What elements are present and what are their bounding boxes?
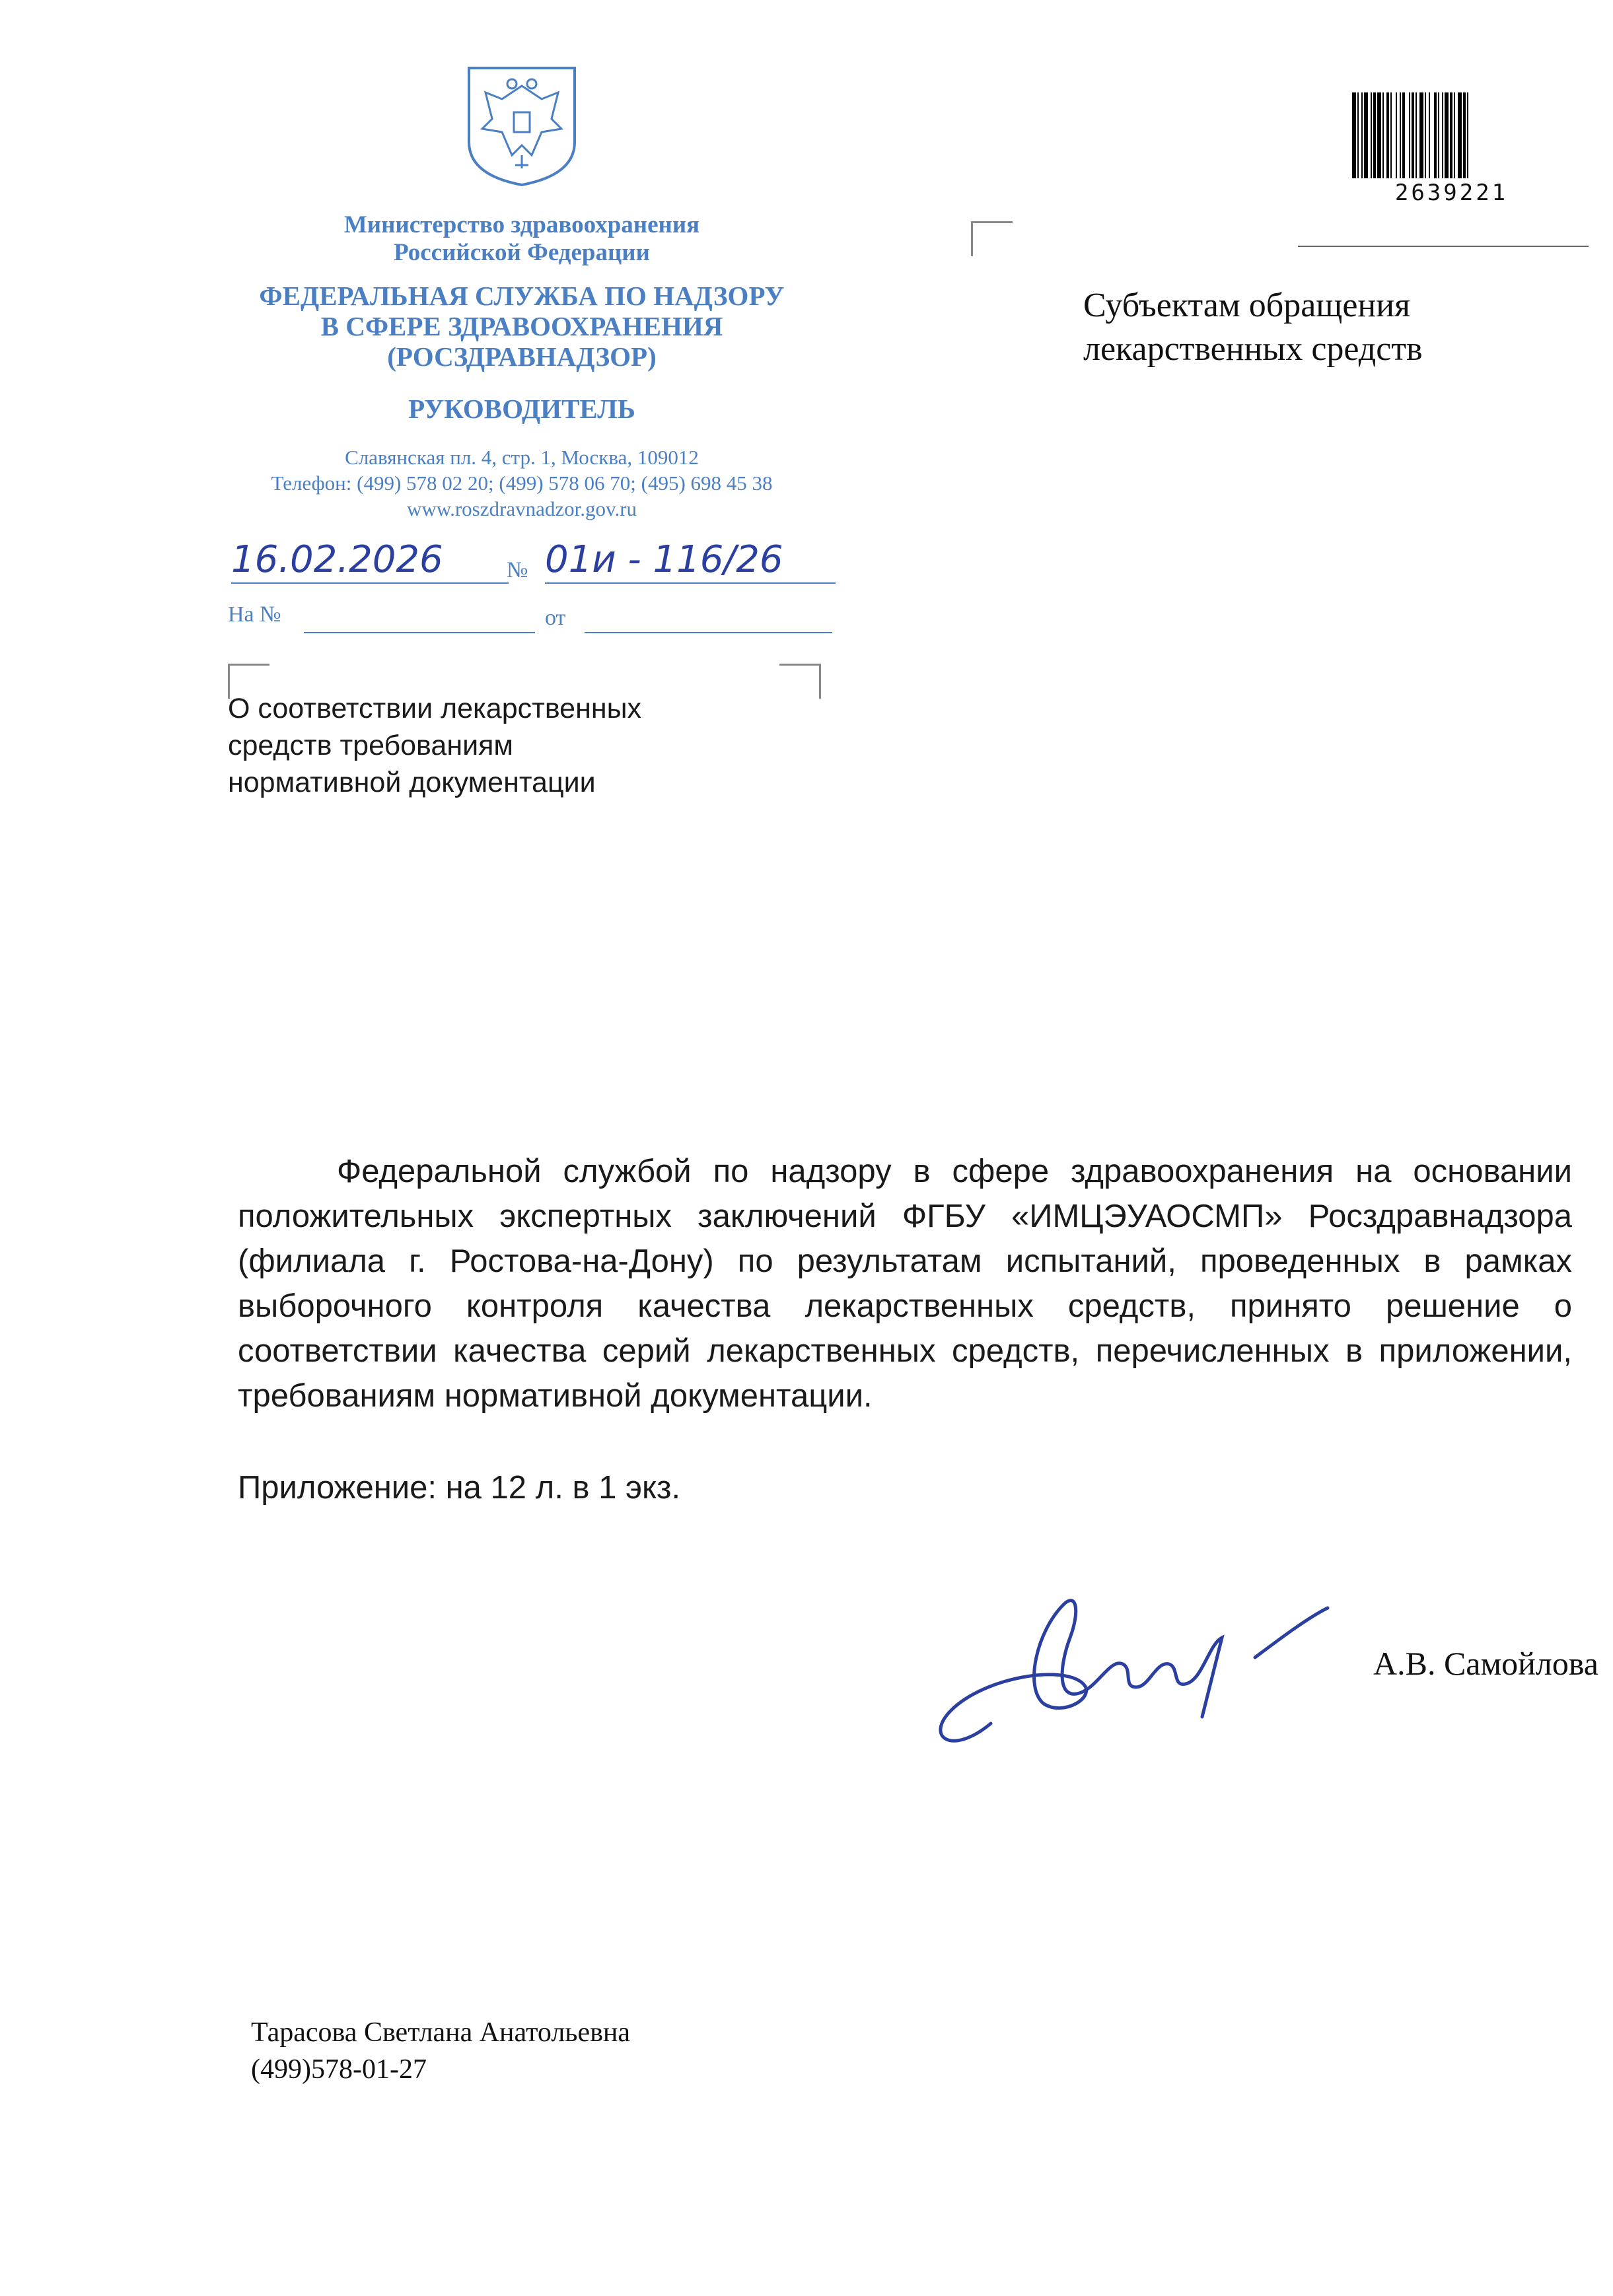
addressee [1083,284,1546,371]
barcode [1351,92,1552,178]
subject-line-2: средств требованиям [228,730,513,761]
number-sign: № [507,558,528,582]
executor-contact [251,2014,845,2088]
service-line-3: (РОСЗДРАВНАДЗОР) [387,341,657,372]
appendix-note: Приложение: на 12 л. в 1 экз. [238,1470,681,1506]
registration-date: 16.02.2026 [231,538,509,584]
head-title: РУКОВОДИТЕЛЬ [408,394,635,424]
ministry-name [218,211,826,267]
subject-line-3: нормативной документации [228,767,596,798]
service-line-1: ФЕДЕРАЛЬНАЯ СЛУЖБА ПО НАДЗОРУ [259,281,785,311]
service-name [172,281,872,372]
body-paragraph: Федеральной службой по надзору в сфере здравоохранения на основании положительных экспертных заключений ФГБУ «ИМЦЭУАОСМП» Росздравнадзора (филиала г. Ростова-на-Дону) по результатам испытаний, проведенных в рамках выборочного контроля качества лекарственных средств, принято решение о соответствии качества серий лекарственных средств, перечисленных в приложении, требованиям нормативной документации. [238,1154,1572,1414]
address: Славянская пл. 4, стр. 1, Москва, 109012 [345,446,699,469]
executor-phone: (499)578-01-27 [251,2054,427,2085]
executor-name: Тарасова Светлана Анатольевна [251,2017,631,2048]
contact-block [185,444,859,522]
coat-of-arms-emblem [462,63,581,188]
letter-subject [228,690,703,801]
barcode-number: 2639221 [1394,180,1509,206]
addressee-line-1: Субъектам обращения [1083,287,1410,324]
phone-numbers: Телефон: (499) 578 02 20; (499) 578 06 70; (495) 698 45 38 [271,471,773,495]
ministry-line-2: Российской Федерации [394,239,650,266]
reference-label: На № [228,602,281,627]
barcode-underline [1298,246,1589,247]
reference-number-line [304,632,535,633]
registration-number: 01и - 116/26 [545,538,836,584]
signer-name: А.В. Самойлова [1373,1645,1598,1682]
subject-line-1: О соответствии лекарственных [228,693,641,724]
handwritten-signature [912,1565,1334,1763]
barcode-bars [1351,92,1552,178]
website: www.roszdravnadzor.gov.ru [406,497,637,520]
reference-date-line [585,632,832,633]
ministry-line-1: Министерство здравоохранения [343,211,700,238]
subject-corner-right [779,664,821,699]
addressee-line-2: лекарственных средств [1083,330,1423,368]
registration-row [228,538,855,591]
service-line-2: В СФЕРЕ ЗДРАВООХРАНЕНИЯ [320,311,723,341]
reference-row [228,602,855,635]
reference-from-label: от [545,606,566,630]
addressee-corner-left [971,221,1013,256]
